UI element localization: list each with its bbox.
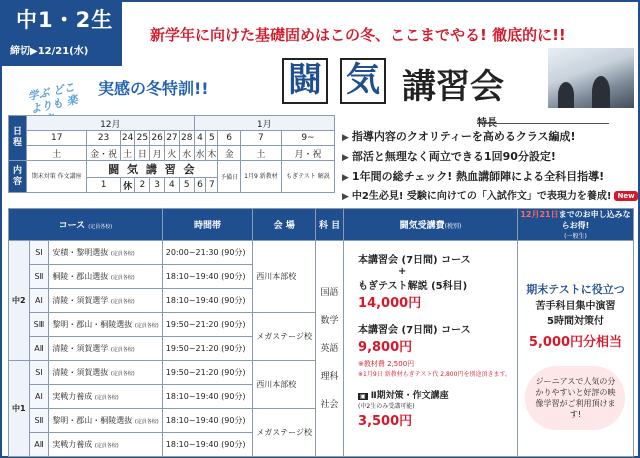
triangle-bullet-icon: ▶ — [342, 173, 349, 183]
moji-cell: もぎテスト 解説 — [281, 161, 334, 193]
session-cell: 5 — [179, 178, 194, 193]
grade-label: 中1・2生 — [16, 8, 114, 32]
day-cell: 27 — [165, 131, 180, 146]
plan1-label: 本講習会 (7日間) コース — [358, 255, 471, 266]
session-cell: 1 — [87, 178, 120, 193]
weekday-cell: 日 — [135, 146, 150, 161]
jan9-cell: 1月9 新教材 — [240, 161, 281, 193]
plan2-price: 9,800円 — [358, 340, 413, 355]
header-fee: 闘気受講費(税別) — [344, 209, 518, 241]
day-cell: 5 — [206, 131, 218, 146]
session-cell: 4 — [165, 178, 180, 193]
group-label: 中1 — [9, 361, 30, 457]
day-cell: 7 — [240, 131, 281, 146]
course-name: 桐陵・郡山選抜 (定員各校) — [49, 265, 162, 289]
course-table — [8, 208, 634, 457]
class-code: AⅠ — [29, 289, 49, 313]
course-name: 安積・黎明選抜 (定員各校) — [49, 241, 162, 265]
plan2-label: 本講習会 (7日間) コース — [358, 325, 471, 336]
day-cell: 28 — [179, 131, 194, 146]
weekday-cell: 土 — [120, 146, 135, 161]
time-slot: 18:10~19:40 (90分) — [162, 289, 253, 313]
fee-note-2: ※1月9日 新教材もぎテスト代 2,800円を別途頂きます。 — [358, 371, 511, 378]
header-course: コース (定員各校) — [9, 209, 163, 241]
session-cell: 7 — [206, 178, 218, 193]
subject-item: 社会 — [320, 399, 339, 410]
class-code: SⅢ — [29, 313, 49, 337]
header-time: 時間帯 — [162, 209, 253, 241]
month-dec: 12月 — [27, 116, 195, 131]
subject-item: 理科 — [320, 371, 339, 382]
day-cell: 24 — [120, 131, 135, 146]
header-subject: 科 目 — [315, 209, 343, 241]
weekday-cell: 金 — [218, 146, 241, 161]
time-slot: 18:10~19:40 (90分) — [162, 433, 253, 457]
plus-sign: + — [398, 266, 407, 277]
fee-note-1: ※教材費 2,500円 — [358, 360, 415, 368]
feature-text: 指導内容のクオリティーを高めるクラス編成! — [351, 130, 576, 143]
day-cell: 26 — [150, 131, 165, 146]
weekday-cell: 木 — [206, 146, 218, 161]
class-code: SⅡ — [29, 265, 49, 289]
time-slot: 18:10~19:40 (90分) — [162, 385, 253, 409]
content-label: 内容 — [9, 161, 27, 193]
deadline-label: 締切▶12/21(水) — [10, 46, 89, 57]
title-rest: 講習会 — [402, 67, 504, 107]
class-code: SⅠ — [29, 361, 49, 385]
features-divider — [477, 123, 609, 124]
day-cell: 4 — [194, 131, 206, 146]
day-cell: 6 — [218, 131, 241, 146]
features-title — [477, 114, 497, 129]
header-early-deadline: 12月21日までのお申し込みならお得! (一般生) — [517, 209, 633, 241]
session-cell: 2 — [135, 178, 150, 193]
subject-item: 英語 — [320, 343, 339, 354]
course-name: 実戦力養成 (定員各校) — [49, 385, 162, 409]
weekday-cell: 土 — [27, 146, 87, 161]
venue: メガステージ校 — [253, 409, 316, 457]
day-cell: 25 — [135, 131, 150, 146]
class-code: SⅡ — [29, 409, 49, 433]
plan3-price: 3,500円 — [358, 414, 413, 429]
slogan-small: 学ぶ どこよりも 楽しさ — [26, 80, 79, 116]
course-name: 黎明・郡山・桐陵選抜 (定員各校) — [49, 313, 162, 337]
promo-price: 5,000円分相当 — [528, 335, 623, 350]
slogan-large: 実感の冬特訓!! — [98, 79, 209, 98]
schedule-calendar — [8, 115, 335, 193]
title-char-1: 闘 — [282, 58, 328, 104]
time-slot: 20:00~21:30 (90分) — [162, 241, 253, 265]
venue: メガステージ校 — [253, 313, 316, 361]
new-badge: New — [614, 191, 637, 201]
exam-prep-cell: 期末対策 作文講座 — [27, 161, 87, 193]
prelim-cell: 予備日 — [218, 161, 241, 193]
time-slot: 18:10~19:40 (90分) — [162, 409, 253, 433]
subject-item: 数学 — [320, 315, 339, 326]
session-cell: 休 — [120, 178, 135, 193]
headline: 新学年に向けた基礎固めはこの冬、ここまでやる! 徹底的に!! — [150, 26, 566, 44]
course-name: 黎明・郡山・桐陵選抜 (定員各校) — [49, 409, 162, 433]
course-name: 実戦力養成 (定員各校) — [49, 433, 162, 457]
weekday-cell: 月 — [150, 146, 165, 161]
triangle-bullet-icon: ▶ — [342, 133, 349, 143]
plan3-note: (中2生のみ受講可能) — [358, 403, 415, 410]
session-cell: 3 — [150, 178, 165, 193]
feature-item — [342, 128, 576, 144]
weekday-cell: 水 — [179, 146, 194, 161]
class-code: SⅠ — [29, 241, 49, 265]
time-slot: 18:10~19:40 (90分) — [162, 265, 253, 289]
course-name: 清陵・須賀選抜 (定員各校) — [49, 361, 162, 385]
student-silhouette — [558, 82, 574, 108]
weekday-cell: 土 — [240, 146, 281, 161]
subject-item: 国語 — [320, 287, 339, 298]
promo-cell — [517, 241, 633, 457]
class-code: AⅡ — [29, 433, 49, 457]
weekday-cell: 火 — [165, 146, 180, 161]
day-cell: 17 — [27, 131, 87, 146]
feature-item — [342, 187, 638, 202]
session-cell: 6 — [194, 178, 206, 193]
month-jan: 1月 — [194, 116, 334, 131]
feature-text: 中2生必見! 受験に向けての「入試作文」で表現力を養成! — [351, 191, 612, 202]
plan3-label: ▣ Ⅱ期対策・作文講座 — [360, 391, 449, 401]
subjects-cell — [315, 241, 343, 457]
day-cell: 9~ — [281, 131, 334, 146]
feature-text: 部活と無理なく両立できる1回90分設定! — [351, 150, 556, 163]
class-code: AⅡ — [29, 337, 49, 361]
day-cell: 23 — [87, 131, 120, 146]
date-label: 日程 — [9, 116, 27, 161]
weekday-cell: 金・祝 — [87, 146, 120, 161]
course-name: 清陵・須賀選学 (定員各校) — [49, 289, 162, 313]
course-name: 清陵・須賀選学 (定員各校) — [49, 337, 162, 361]
plan1-price: 14,000円 — [358, 296, 422, 311]
promo-line1: 期末テストに役立つ — [526, 283, 625, 296]
time-slot: 19:50~21:20 (90分) — [162, 361, 253, 385]
venue: 西川本部校 — [253, 241, 316, 313]
classroom-photo — [548, 48, 634, 108]
course-name-cell: 闘 気 講 習 会 — [87, 161, 218, 178]
title-char-2: 気 — [340, 58, 386, 104]
triangle-bullet-icon: ▶ — [342, 192, 349, 202]
grade-badge — [2, 2, 122, 66]
header-venue: 会 場 — [253, 209, 316, 241]
feature-item — [342, 168, 604, 184]
time-slot: 19:50~21:20 (90分) — [162, 337, 253, 361]
teacher-silhouette — [592, 76, 610, 108]
group-label: 中2 — [9, 241, 30, 361]
weekday-cell: 水 — [194, 146, 206, 161]
class-code: AⅠ — [29, 385, 49, 409]
book-icon: ▣ — [360, 393, 366, 400]
time-slot: 19:50~21:20 (90分) — [162, 313, 253, 337]
promo-line2: 苦手科目集中演習 — [535, 301, 616, 312]
feature-item — [342, 148, 556, 164]
feature-text: 1年間の総チェック! 熱血講師陣による全科目指導! — [351, 170, 605, 183]
fee-cell — [344, 241, 518, 457]
plan1b-label: もぎテスト解説 (5科目) — [358, 281, 468, 292]
triangle-bullet-icon: ▶ — [342, 153, 349, 163]
promo-line3: 5時間対策付 — [547, 316, 604, 327]
promo-bubble: ジーニアスで人気の分かりやすいと好評の映像学習がご利用頂けます! — [525, 366, 625, 430]
venue: 西川本部校 — [253, 361, 316, 409]
weekday-cell: 月・祝 — [281, 146, 334, 161]
